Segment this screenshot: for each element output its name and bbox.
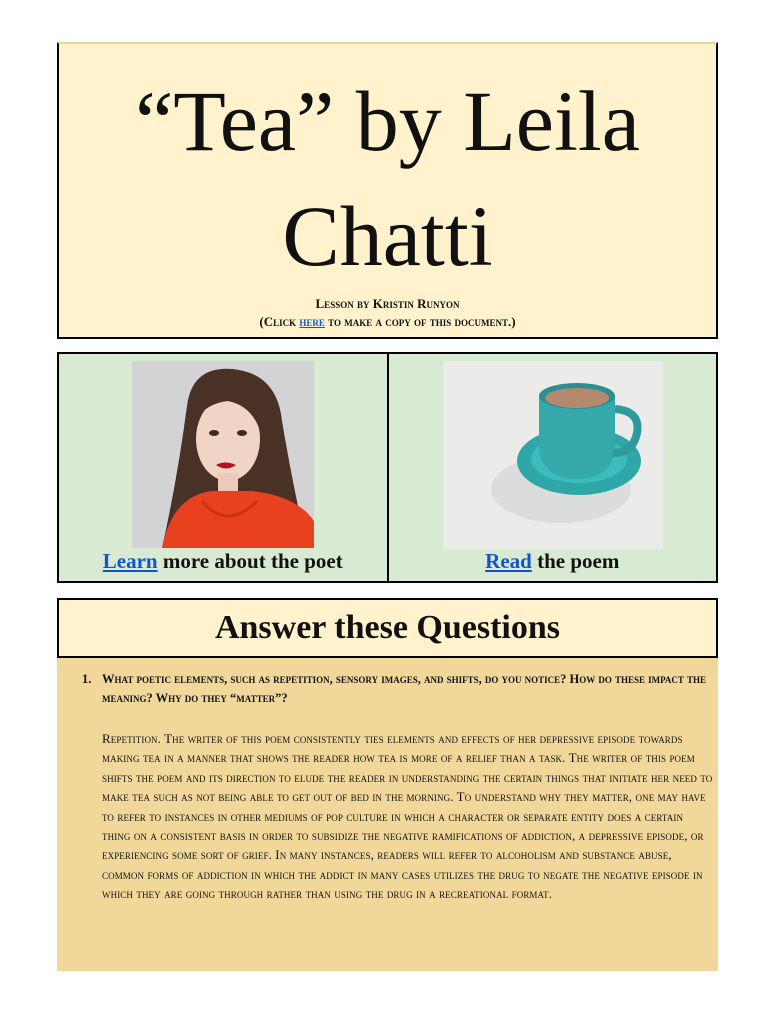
questions-heading: Answer these Questions — [214, 609, 561, 646]
read-link[interactable]: Read — [485, 549, 532, 573]
poet-cell — [59, 354, 387, 581]
title-box — [57, 42, 718, 339]
learn-link[interactable]: Learn — [102, 549, 158, 573]
answer-text: Repetition. The writer of this poem consistently ties elements and effects of her depressive episode towards making tea in a manner that shows the reader how tea is more of a relief than a task. The writer of this poem shifts the poem and its direction to elude the reader in understanding the certain things that initiate her need to make tea such as not being able to get out of bed in the morning. To understand why they matter, one may have to refer to instances in other mediums of pop culture in which a character or separate entity does a certain thing on a consistent basis in order to subsidize the negative ramifications of addiction, a depressive episode, or experiencing some sort of grief. In many instances, readers will refer to alcoholism and substance abuse, common forms of addiction in which the addict in many cases utilizes the drug to negate the negative episode in which they are going through rather than using the drug in a recreational format. — [102, 731, 713, 902]
byline-copy-line — [59, 313, 716, 331]
question-number: 1. — [82, 672, 92, 686]
answer-panel — [57, 658, 718, 971]
make-copy-link[interactable]: here — [299, 314, 325, 329]
poem-caption-text: the poem — [531, 549, 620, 573]
images-row — [57, 352, 718, 583]
byline-suffix: to make a copy of this document.) — [324, 314, 516, 329]
poet-caption — [59, 549, 387, 574]
poet-caption-text: more about the poet — [157, 549, 343, 573]
question-item — [82, 670, 714, 708]
byline — [59, 295, 716, 331]
poet-photo — [132, 361, 314, 548]
document-title: “Tea” by Leila Chatti — [135, 73, 640, 284]
byline-prefix: (Click — [259, 314, 300, 329]
questions-header — [57, 598, 718, 658]
teacup-image — [443, 361, 663, 549]
byline-author: Lesson by Kristin Runyon — [315, 296, 460, 311]
poet-portrait-image — [132, 361, 314, 548]
tea-photo — [443, 361, 663, 549]
question-text: What poetic elements, such as repetition, sensory images, and shifts, do you notice? How do these impact the meaning? Why do they “matter”? — [102, 672, 707, 705]
poem-caption — [389, 549, 717, 574]
poem-cell — [387, 354, 717, 581]
